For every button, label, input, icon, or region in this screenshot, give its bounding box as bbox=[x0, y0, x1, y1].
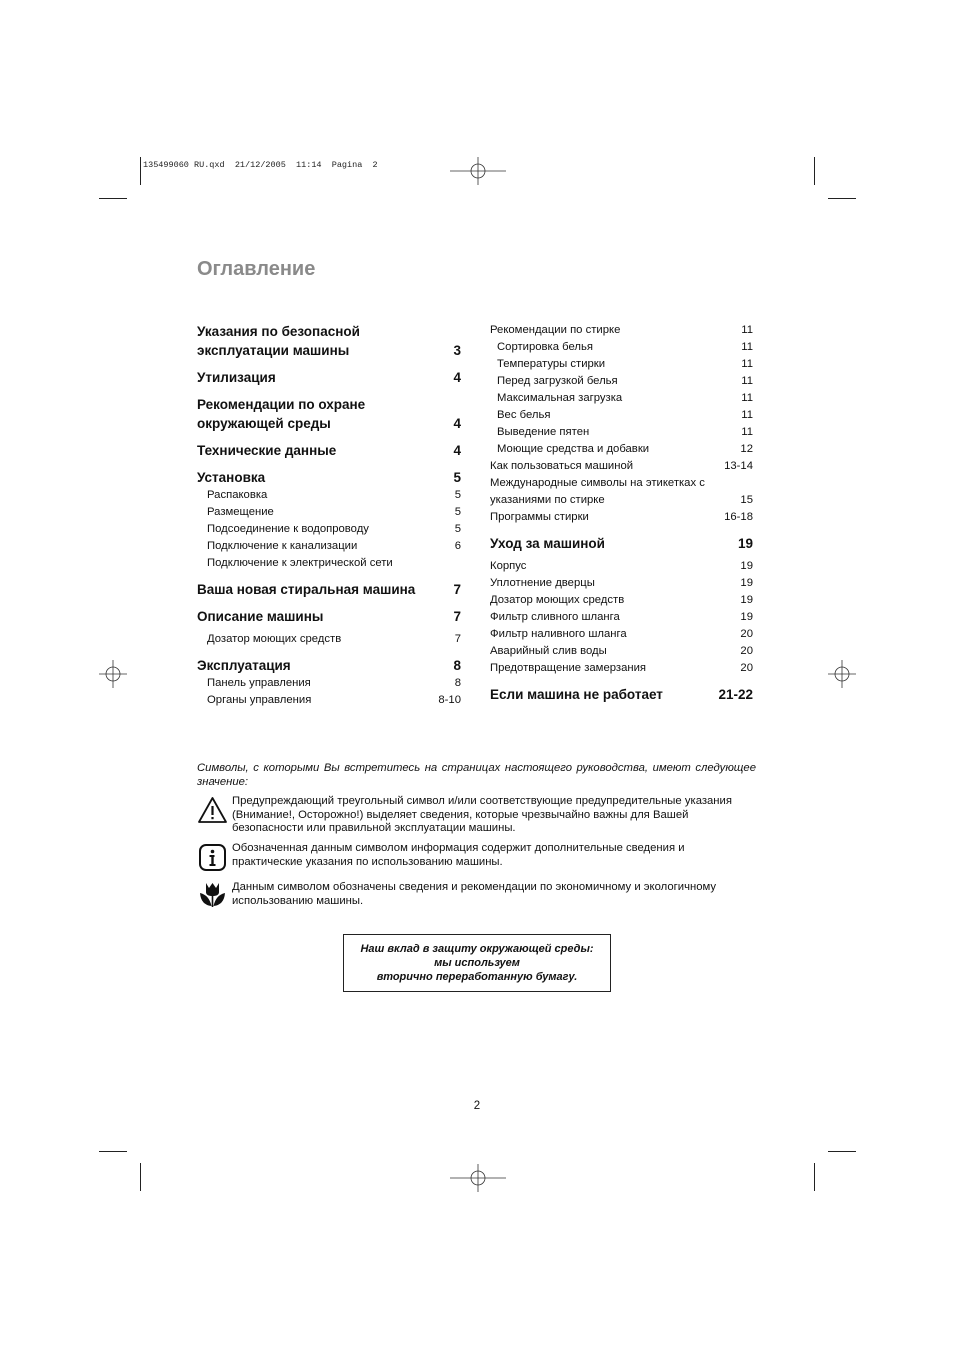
toc-entry-label: Органы управления bbox=[207, 694, 312, 706]
toc-spacer bbox=[197, 360, 461, 368]
toc-section[interactable] bbox=[490, 685, 753, 704]
toc-entry[interactable] bbox=[490, 609, 753, 626]
toc-page-number: 13-14 bbox=[724, 460, 753, 472]
toc-section[interactable] bbox=[490, 534, 753, 553]
toc-page-number: 7 bbox=[454, 633, 461, 645]
toc-entry-label: Корпус bbox=[490, 560, 527, 572]
file-slug: 135499060 RU.qxd 21/12/2005 11:14 Pagina 2 bbox=[143, 160, 378, 170]
toc-page-number: 20 bbox=[740, 628, 753, 640]
symbol-info-row bbox=[197, 842, 757, 878]
toc-page-number: 8 bbox=[454, 677, 461, 689]
toc-entry-label: Уплотнение дверцы bbox=[490, 577, 595, 589]
toc-entry-label: Дозатор моющих средств bbox=[207, 633, 342, 645]
toc-entry[interactable] bbox=[490, 475, 753, 492]
toc-entry-label: Рекомендации по охране bbox=[197, 397, 366, 412]
toc-spacer bbox=[197, 460, 461, 468]
toc-entry[interactable] bbox=[490, 441, 753, 458]
toc-entry-label: Как пользоваться машиной bbox=[490, 460, 634, 472]
toc-entry-label: Если машина не работает bbox=[490, 687, 663, 702]
toc-entry-label: Уход за машиной bbox=[490, 536, 605, 551]
toc-page-number: 11 bbox=[741, 358, 753, 370]
toc-page-number: 11 bbox=[741, 409, 753, 421]
toc-entry[interactable] bbox=[490, 339, 753, 356]
toc-entry-label: Подключение к канализации bbox=[207, 540, 358, 552]
toc-section[interactable] bbox=[197, 656, 461, 675]
page-title: Оглавление bbox=[197, 258, 316, 280]
toc-entry-label: Дозатор моющих средств bbox=[490, 594, 625, 606]
toc-page-number: 4 bbox=[453, 370, 461, 385]
toc-entry[interactable] bbox=[490, 558, 753, 575]
notice-line: Наш вклад в защиту окружающей среды: bbox=[360, 943, 594, 955]
toc-entry[interactable] bbox=[490, 390, 753, 407]
toc-spacer bbox=[197, 648, 461, 656]
toc-spacer bbox=[490, 677, 753, 685]
crop-mark bbox=[814, 157, 815, 185]
toc-page-number: 3 bbox=[453, 343, 461, 358]
toc-section[interactable] bbox=[197, 322, 461, 341]
toc-section[interactable] bbox=[197, 395, 461, 414]
toc-spacer bbox=[197, 599, 461, 607]
crop-mark bbox=[99, 1151, 127, 1152]
toc-section[interactable] bbox=[197, 468, 461, 487]
toc-page-number: 6 bbox=[454, 540, 461, 552]
toc-entry[interactable] bbox=[197, 521, 461, 538]
page-number: 2 bbox=[473, 1100, 481, 1112]
toc-entry[interactable] bbox=[490, 643, 753, 660]
toc-page-number: 11 bbox=[741, 392, 753, 404]
toc-entry-label: Панель управления bbox=[207, 677, 311, 689]
toc-page-number: 7 bbox=[453, 582, 461, 597]
toc-entry-label: Предотвращение замерзания bbox=[490, 662, 647, 674]
toc-right-column bbox=[490, 322, 753, 704]
notice-line: вторично переработанную бумагу. bbox=[376, 971, 578, 983]
toc-entry-label: Размещение bbox=[207, 506, 274, 518]
toc-entry[interactable] bbox=[490, 356, 753, 373]
toc-page-number: 11 bbox=[741, 341, 753, 353]
toc-entry-label: Указания по безопасной bbox=[197, 324, 360, 339]
registration-mark-icon bbox=[450, 1164, 506, 1192]
toc-entry[interactable] bbox=[490, 373, 753, 390]
toc-entry[interactable] bbox=[490, 660, 753, 677]
toc-page-number: 5 bbox=[454, 506, 461, 518]
notice-line: мы используем bbox=[434, 957, 520, 969]
info-icon bbox=[197, 842, 232, 878]
toc-entry-label: Моющие средства и добавки bbox=[497, 443, 650, 455]
symbol-warning-text: Предупреждающий треугольный символ и/или соответствующие предупредительные указания (Внимание!, Осторожно!) выделяет сведения, которые чрезвычайно важны для Вашей безопасности или правильной эксплуатации машины. bbox=[232, 795, 732, 834]
recycled-paper-notice bbox=[343, 934, 611, 992]
toc-entry-label: Описание машины bbox=[197, 609, 324, 624]
toc-spacer bbox=[197, 572, 461, 580]
crop-mark bbox=[140, 157, 141, 185]
toc-page-number: 7 bbox=[453, 609, 461, 624]
toc-page-number: 20 bbox=[740, 662, 753, 674]
toc-entry-label: Сортировка белья bbox=[497, 341, 593, 353]
toc-spacer bbox=[197, 387, 461, 395]
toc-entry-label: Программы стирки bbox=[490, 511, 589, 523]
symbol-eco-row bbox=[197, 881, 757, 914]
toc-entry[interactable] bbox=[197, 675, 461, 692]
toc-left-column bbox=[197, 322, 461, 709]
toc-page-number: 21-22 bbox=[718, 687, 753, 702]
toc-page-number: 19 bbox=[740, 560, 753, 572]
toc-section[interactable] bbox=[197, 441, 461, 460]
toc-entry-label: эксплуатации машины bbox=[197, 343, 350, 358]
toc-entry[interactable] bbox=[490, 592, 753, 609]
toc-entry[interactable] bbox=[490, 575, 753, 592]
toc-entry-label: Максимальная загрузка bbox=[497, 392, 623, 404]
toc-spacer bbox=[197, 433, 461, 441]
crop-mark bbox=[140, 1163, 141, 1191]
toc-entry-label: Вес белья bbox=[497, 409, 551, 421]
warning-triangle-icon bbox=[197, 795, 232, 830]
symbol-eco-text: Данным символом обозначены сведения и рекомендации по экономичному и экологичному использованию машины. bbox=[232, 881, 717, 907]
toc-entry-label: Международные символы на этикетках с bbox=[490, 477, 705, 489]
toc-page-number: 4 bbox=[453, 416, 461, 431]
symbols-intro: Символы, с которыми Вы встретитесь на страницах настоящего руководства, имеют следующее значение: bbox=[197, 762, 756, 788]
toc-entry[interactable] bbox=[197, 555, 461, 572]
toc-entry-label: Выведение пятен bbox=[497, 426, 590, 438]
toc-entry[interactable] bbox=[197, 504, 461, 521]
toc-entry-label: Подсоединение к водопроводу bbox=[207, 523, 369, 535]
toc-entry-label: Технические данные bbox=[197, 443, 337, 458]
toc-entry-label: Подключение к электрической сети bbox=[207, 557, 393, 569]
toc-page-number: 5 bbox=[454, 489, 461, 501]
toc-entry-label: Ваша новая стиральная машина bbox=[197, 582, 416, 597]
toc-page-number: 8 bbox=[453, 658, 461, 673]
toc-section[interactable] bbox=[197, 414, 461, 433]
toc-entry[interactable] bbox=[197, 487, 461, 504]
toc-page-number: 19 bbox=[740, 577, 753, 589]
toc-page-number: 5 bbox=[454, 523, 461, 535]
registration-mark-icon bbox=[99, 660, 127, 688]
crop-mark bbox=[814, 1163, 815, 1191]
toc-page-number: 11 bbox=[741, 426, 753, 438]
toc-page-number: 5 bbox=[453, 470, 461, 485]
toc-entry-label: Фильтр сливного шланга bbox=[490, 611, 620, 623]
toc-entry[interactable] bbox=[197, 692, 461, 709]
toc-entry[interactable] bbox=[490, 322, 753, 339]
toc-entry-label: Фильтр наливного шланга bbox=[490, 628, 627, 640]
toc-page-number: 12 bbox=[740, 443, 753, 455]
crop-mark bbox=[99, 198, 127, 199]
crop-mark bbox=[828, 1151, 856, 1152]
toc-entry[interactable] bbox=[490, 626, 753, 643]
toc-entry-label: Распаковка bbox=[207, 489, 268, 501]
crop-mark bbox=[828, 198, 856, 199]
registration-mark-icon bbox=[828, 660, 856, 688]
toc-entry[interactable] bbox=[490, 407, 753, 424]
toc-entry-label: Температуры стирки bbox=[497, 358, 606, 370]
toc-section[interactable] bbox=[197, 341, 461, 360]
toc-page-number: 16-18 bbox=[724, 511, 753, 523]
toc-section[interactable] bbox=[197, 607, 461, 626]
toc-page-number: 15 bbox=[740, 494, 753, 506]
toc-page-number: 11 bbox=[741, 375, 753, 387]
toc-page-number: 8-10 bbox=[438, 694, 461, 706]
flower-eco-icon bbox=[197, 881, 232, 914]
toc-section[interactable] bbox=[197, 580, 461, 599]
toc-entry[interactable] bbox=[490, 492, 753, 509]
toc-entry-label: Рекомендации по стирке bbox=[490, 324, 621, 336]
toc-spacer bbox=[490, 526, 753, 534]
toc-entry-label: Перед загрузкой белья bbox=[497, 375, 618, 387]
toc-entry[interactable] bbox=[490, 424, 753, 441]
registration-mark-icon bbox=[450, 157, 506, 185]
toc-entry[interactable] bbox=[490, 509, 753, 526]
toc-page-number: 4 bbox=[453, 443, 461, 458]
toc-entry[interactable] bbox=[197, 538, 461, 555]
toc-section[interactable] bbox=[197, 368, 461, 387]
toc-entry-label: Утилизация bbox=[197, 370, 276, 385]
toc-entry-label: Установка bbox=[197, 470, 266, 485]
toc-page-number: 19 bbox=[737, 536, 753, 551]
toc-entry[interactable] bbox=[197, 631, 461, 648]
toc-page-number: 19 bbox=[740, 611, 753, 623]
toc-page-number: 20 bbox=[740, 645, 753, 657]
toc-page-number: 19 bbox=[740, 594, 753, 606]
symbol-info-text: Обозначенная данным символом информация содержит дополнительные сведения и практические указания по использованию машины. bbox=[232, 842, 685, 868]
toc-entry-label: Аварийный слив воды bbox=[490, 645, 607, 657]
symbol-warning-row bbox=[197, 795, 757, 836]
toc-entry-label: указаниями по стирке bbox=[490, 494, 605, 506]
toc-entry-label: окружающей среды bbox=[197, 416, 331, 431]
toc-entry[interactable] bbox=[490, 458, 753, 475]
toc-entry-label: Эксплуатация bbox=[197, 658, 291, 673]
toc-page-number: 11 bbox=[741, 324, 753, 336]
